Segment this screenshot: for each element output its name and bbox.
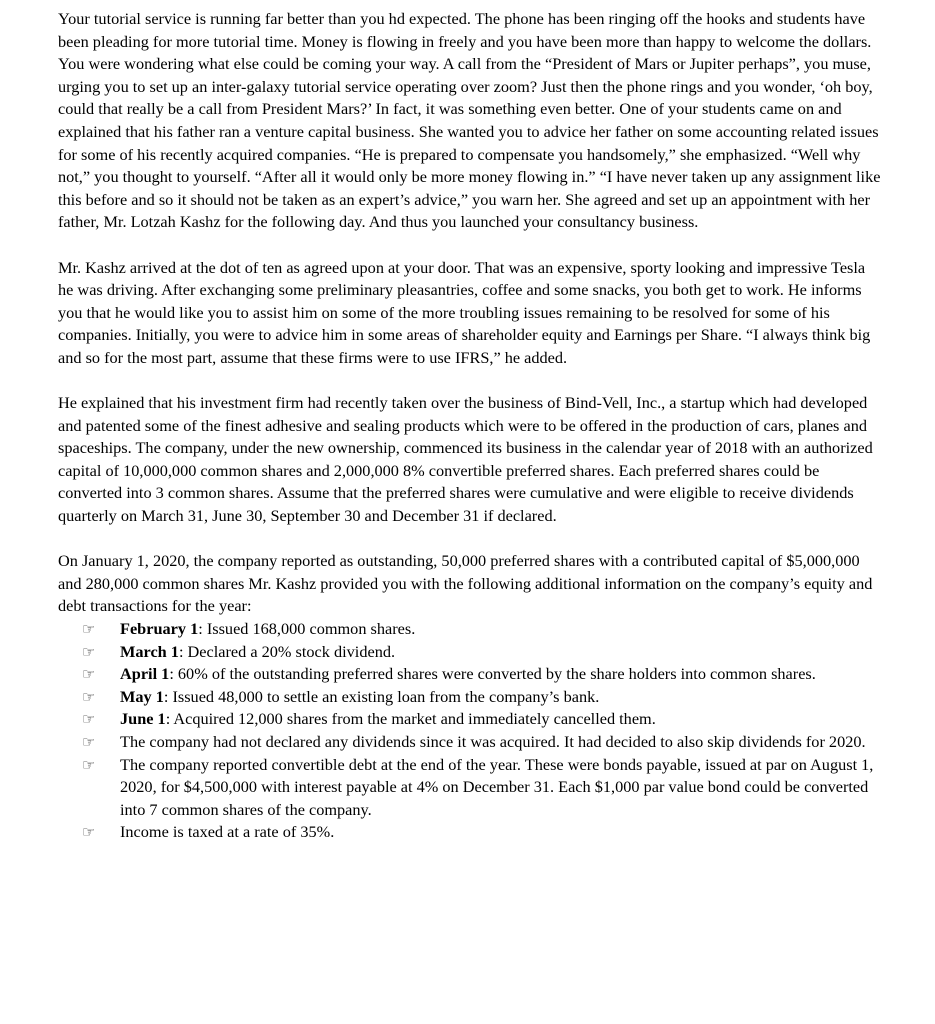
list-item-text: : Declared a 20% stock dividend. <box>178 641 396 661</box>
pointing-hand-icon: ☞ <box>82 687 96 706</box>
paragraph-mr-kashz-arrival: Mr. Kashz arrived at the dot of ten as agreed upon at your door. That was an expensive, sporty looking and impressive Tesla he was driving. After exchanging some preliminary pleasantries, coffee and some snacks, you both get to work. He informs you that he would like you to assist him on some of the more troubling issues remaining to be resolved for some of his companies. Initially, you were to advice him in some areas of shareholder equity and Earnings per Share. “I always think big and so for the most part, assume that these firms were to use IFRS,” he added. <box>58 257 871 367</box>
list-item-text: : 60% of the outstanding preferred shares were converted by the share holders into common shares. <box>169 664 816 684</box>
list-item-text: : Issued 48,000 to settle an existing loan from the company’s bank. <box>163 686 600 706</box>
pointing-hand-icon: ☞ <box>82 710 96 729</box>
paragraph-january-2020: On January 1, 2020, the company reported as outstanding, 50,000 preferred shares with a contributed capital of $5,000,000 and 280,000 common shares Mr. Kashz provided you with the following additional information on the company’s equity and debt transactions for the year: <box>58 551 873 616</box>
list-item-label: February 1 <box>120 619 199 639</box>
list-item <box>82 821 883 844</box>
list-item <box>82 754 883 822</box>
paragraph-bind-vell: He explained that his investment firm had recently taken over the business of Bind-Vell, Inc., a startup which had developed and patented some of the finest adhesive and sealing products which were to be offered in the production of cars, planes and spaceships. The company, under the new ownership, commenced its business in the calendar year of 2018 with an authorized capital of 10,000,000 common shares and 2,000,000 8% convertible preferred shares. Each preferred shares could be converted into 3 common shares. Assume that the preferred shares were cumulative and were eligible to receive dividends quarterly on March 31, June 30, September 30 and December 31 if declared. <box>58 393 873 526</box>
list-item-label: March 1 <box>120 641 179 661</box>
pointing-hand-icon: ☞ <box>82 642 96 661</box>
pointing-hand-icon: ☞ <box>82 733 96 751</box>
list-item-text: : Issued 168,000 common shares. <box>198 619 416 639</box>
list-item <box>82 686 883 709</box>
transaction-list <box>58 618 883 844</box>
pointing-hand-icon: ☞ <box>82 823 96 842</box>
list-item-text: Income is taxed at a rate of 35%. <box>120 822 335 842</box>
list-item <box>82 641 883 664</box>
list-item-text: : Acquired 12,000 shares from the market and immediately cancelled them. <box>165 709 656 729</box>
list-item-text: The company reported convertible debt at the end of the year. These were bonds payable, issued at par on August 1, 2020, for $4,500,000 with interest payable at 4% on December 31. Each $1,000 par value bond could be converted into 7 common shares of the company. <box>120 754 874 819</box>
pointing-hand-icon: ☞ <box>82 755 96 774</box>
list-item-label: April 1 <box>120 664 170 684</box>
list-item-label: June 1 <box>120 709 166 729</box>
list-item <box>82 663 883 686</box>
paragraph-intro: Your tutorial service is running far better than you hd expected. The phone has been ringing off the hooks and students have been pleading for more tutorial time. Money is flowing in freely and you have been more than happy to welcome the dollars. You were wondering what else could be coming your way. A call from the “President of Mars or Jupiter perhaps”, you muse, urging you to set up an inter-galaxy tutorial service operating over zoom? Just then the phone rings and you wonder, ‘oh boy, could that really be a call from President Mars?’ In fact, it was something even better. One of your students came on and explained that his father ran a venture capital business. She wanted you to advice her father on some accounting related issues for some of his recently acquired companies. “He is prepared to compensate you handsomely,” she emphasized. “Well why not,” you thought to yourself. “After all it would only be more money flowing in.” “I have never taken up any assignment like this before and so it should not be taken as an expert’s advice,” you warn her. She agreed and set up an appointment with her father, Mr. Lotzah Kashz for the following day. And thus you launched your consultancy business. <box>58 9 881 232</box>
list-item <box>82 731 883 754</box>
list-item-text: The company had not declared any dividends since it was acquired. It had decided to also skip dividends for 2020. <box>120 732 866 751</box>
pointing-hand-icon: ☞ <box>82 665 96 684</box>
list-item-label: May 1 <box>120 686 164 706</box>
list-item <box>82 618 883 641</box>
list-item <box>82 708 883 731</box>
pointing-hand-icon: ☞ <box>82 620 96 639</box>
